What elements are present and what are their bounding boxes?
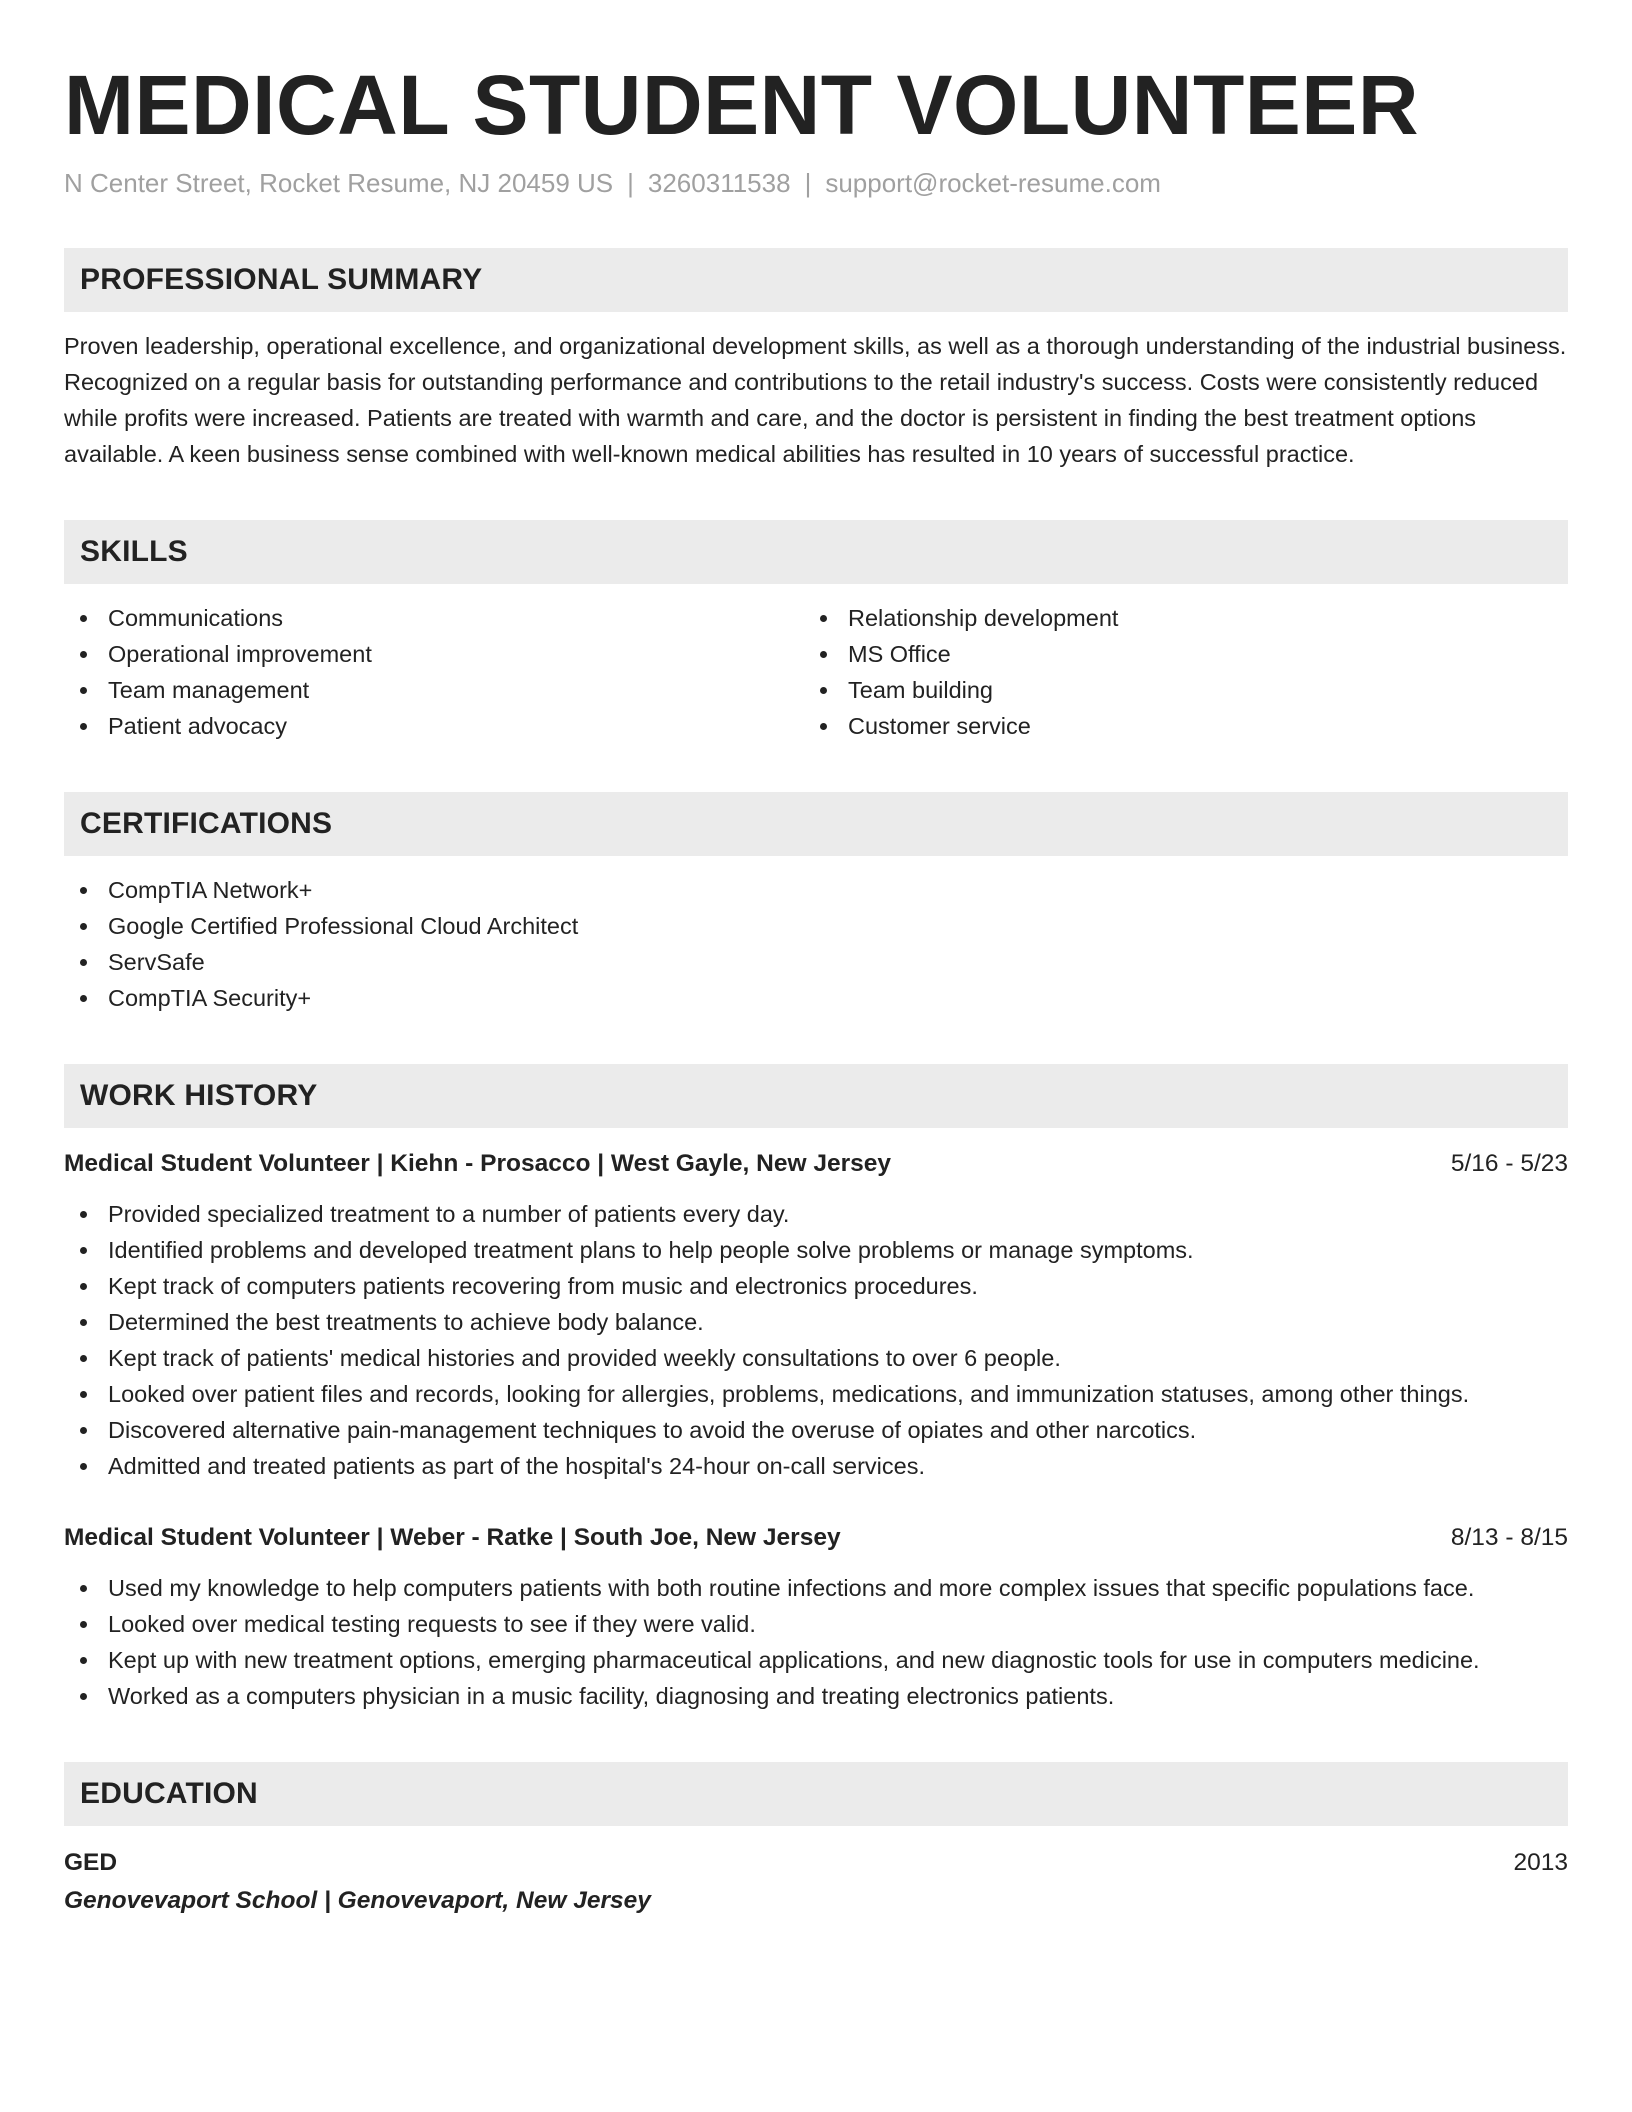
job-entry: [64, 1146, 1568, 1484]
education-degree: GED: [64, 1849, 118, 1876]
skill-item: MS Office: [804, 636, 1568, 672]
skill-item: Customer service: [804, 708, 1568, 744]
certification-item: Google Certified Professional Cloud Architect: [64, 908, 1568, 944]
job-heading: Medical Student Volunteer | Kiehn - Prosacco | West Gayle, New Jersey: [64, 1150, 892, 1177]
certification-item: ServSafe: [64, 944, 1568, 980]
skill-item: Communications: [64, 600, 804, 636]
skill-item: Team building: [804, 672, 1568, 708]
education-header: [64, 1844, 1568, 1882]
job-header: [64, 1146, 1568, 1182]
job-bullet: Used my knowledge to help computers patients with both routine infections and more complex issues that specific populations face.: [64, 1570, 1568, 1606]
job-heading: Medical Student Volunteer | Weber - Ratke | South Joe, New Jersey: [64, 1524, 841, 1551]
certification-item: CompTIA Security+: [64, 980, 1568, 1016]
contact-separator: |: [627, 168, 634, 198]
job-bullet: Discovered alternative pain-management techniques to avoid the overuse of opiates and other narcotics.: [64, 1412, 1568, 1448]
job-bullet: Kept track of computers patients recovering from music and electronics procedures.: [64, 1268, 1568, 1304]
resume-name: MEDICAL STUDENT VOLUNTEER: [64, 58, 1419, 152]
job-bullet: Provided specialized treatment to a number of patients every day.: [64, 1196, 1568, 1232]
contact-email: support@rocket-resume.com: [825, 168, 1161, 198]
education-section: [64, 1762, 1568, 1920]
certification-item: CompTIA Network+: [64, 872, 1568, 908]
skill-item: Relationship development: [804, 600, 1568, 636]
job-dates: 8/13 - 8/15: [1450, 1524, 1568, 1551]
summary-text: Proven leadership, operational excellence, and organizational development skills, as well as a thorough understanding of the industrial business. Recognized on a regular basis for outstanding performance and contributions to the retail industry's success. Costs were consistently reduced while profits were increased. Patients are treated with warmth and care, and the doctor is persistent in finding the best treatment options available. A keen business sense combined with well-known medical abilities has resulted in 10 years of successful practice.: [64, 333, 1567, 467]
education-entry: [64, 1844, 1568, 1920]
job-entry: [64, 1520, 1568, 1714]
job-bullet: Kept track of patients' medical histories and provided weekly consultations to over 6 people.: [64, 1340, 1568, 1376]
skills-list-left: [64, 600, 804, 744]
certifications-list: [64, 872, 1568, 1016]
section-heading-work-history: WORK HISTORY: [64, 1064, 1568, 1128]
job-bullet: Identified problems and developed treatment plans to help people solve problems or manage symptoms.: [64, 1232, 1568, 1268]
section-heading-summary: PROFESSIONAL SUMMARY: [64, 248, 1568, 312]
contact-phone: 3260311538: [647, 168, 791, 198]
contact-line: [64, 166, 1568, 200]
education-year: 2013: [1513, 1849, 1568, 1876]
job-header: [64, 1520, 1568, 1556]
job-bullets: [64, 1196, 1568, 1484]
skill-item: Patient advocacy: [64, 708, 804, 744]
skills-list-right: [804, 600, 1568, 744]
job-bullet: Admitted and treated patients as part of the hospital's 24-hour on-call services.: [64, 1448, 1568, 1484]
skill-item: Operational improvement: [64, 636, 804, 672]
job-bullet: Worked as a computers physician in a music facility, diagnosing and treating electronics patients.: [64, 1678, 1568, 1714]
skills-section: [64, 520, 1568, 744]
section-heading-certifications: CERTIFICATIONS: [64, 792, 1568, 856]
contact-separator: |: [804, 168, 812, 198]
certifications-section: [64, 792, 1568, 1016]
job-bullet: Determined the best treatments to achieve body balance.: [64, 1304, 1568, 1340]
summary-section: [64, 248, 1568, 472]
skills-grid: [64, 600, 1568, 744]
skill-item: Team management: [64, 672, 804, 708]
job-bullet: Looked over patient files and records, looking for allergies, problems, medications, and immunization statuses, among other things.: [64, 1376, 1568, 1412]
job-dates: 5/16 - 5/23: [1450, 1150, 1568, 1177]
job-bullet: Kept up with new treatment options, emerging pharmaceutical applications, and new diagnostic tools for use in computers medicine.: [64, 1642, 1568, 1678]
contact-address: N Center Street, Rocket Resume, NJ 20459 US: [64, 168, 614, 198]
education-school: Genovevaport School | Genovevaport, New Jersey: [64, 1887, 651, 1914]
section-heading-education: EDUCATION: [64, 1762, 1568, 1826]
work-history-section: [64, 1064, 1568, 1714]
job-bullet: Looked over medical testing requests to see if they were valid.: [64, 1606, 1568, 1642]
section-heading-skills: SKILLS: [64, 520, 1568, 584]
job-bullets: [64, 1570, 1568, 1714]
